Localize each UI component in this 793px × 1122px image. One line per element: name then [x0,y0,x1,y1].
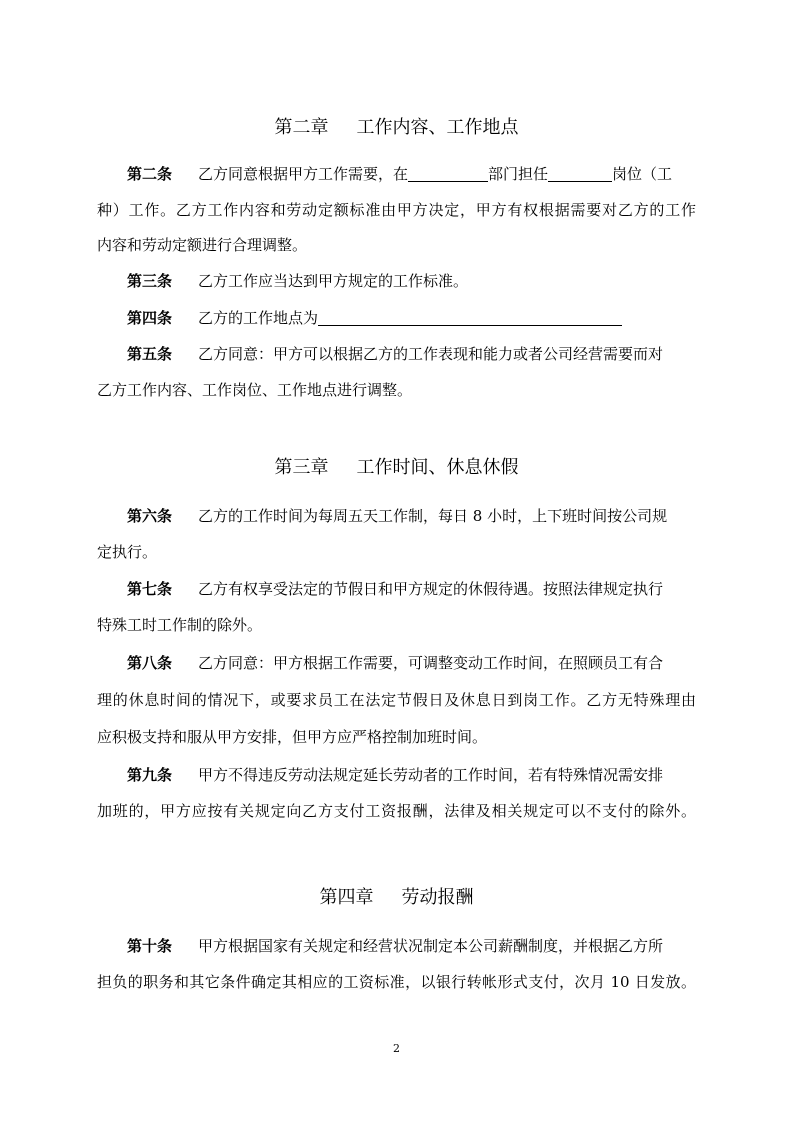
chapter-title: 劳动报酬 [401,887,474,908]
article-5-line-1: 第五条 乙方同意：甲方可以根据乙方的工作表现和能力或者公司经营需要而对 [127,345,664,363]
article-9-line-1: 第九条 甲方不得违反劳动法规定延长劳动者的工作时间，若有特殊情况需安排 [127,766,664,784]
chapter-number: 第四章 [319,887,374,908]
article-10-line-1: 第十条 甲方根据国家有关规定和经营状况制定本公司薪酬制度，并根据乙方所 [127,937,664,955]
article-label: 第九条 [127,766,173,784]
chapter-number: 第三章 [274,457,329,478]
article-5-line-2: 乙方工作内容、工作岗位、工作地点进行调整。 [97,381,413,399]
article-3-line-1: 第三条 乙方工作应当达到甲方规定的工作标准。 [127,272,469,290]
article-2-line-2: 种）工作。乙方工作内容和劳动定额标准由甲方决定，甲方有权根据需要对乙方的工作 [97,201,696,219]
article-4-line-1: 第四条 乙方的工作地点为 [127,307,622,329]
article-label: 第十条 [127,937,173,955]
chapter-3-heading [0,456,793,480]
position-blank[interactable] [548,165,612,182]
article-label: 第四条 [127,309,173,327]
article-2-line-1: 第二条 乙方同意根据甲方工作需要，在 部门担任 岗位（工 [127,165,673,183]
article-label: 第五条 [127,345,173,363]
article-label: 第三条 [127,272,173,290]
article-8-line-2: 理的休息时间的情况下，或要求员工在法定节假日及休息日到岗工作。乙方无特殊理由 [97,691,696,709]
article-9-line-2: 加班的，甲方应按有关规定向乙方支付工资报酬，法律及相关规定可以不支付的除外。 [97,802,696,820]
article-6-line-1: 第六条 乙方的工作时间为每周五天工作制，每日 8 小时，上下班时间按公司规 [127,507,668,525]
article-10-line-2: 担负的职务和其它条件确定其相应的工资标准，以银行转帐形式支付，次月 10 日发放。 [97,973,696,991]
article-8-line-3: 应积极支持和服从甲方安排，但甲方应严格控制加班时间。 [97,728,488,746]
article-label: 第二条 [127,165,173,183]
article-6-line-2: 定执行。 [97,543,158,561]
chapter-title: 工作内容、工作地点 [356,117,519,138]
article-8-line-1: 第八条 乙方同意：甲方根据工作需要，可调整变动工作时间，在照顾员工有合 [127,654,664,672]
department-blank[interactable] [408,165,488,182]
article-label: 第六条 [127,507,173,525]
article-label: 第八条 [127,654,173,672]
article-7-line-1: 第七条 乙方有权享受法定的节假日和甲方规定的休假待遇。按照法律规定执行 [127,580,664,598]
chapter-4-heading [0,886,793,910]
chapter-number: 第二章 [274,117,329,138]
page-number: 2 [393,1042,400,1055]
article-label: 第七条 [127,580,173,598]
article-2-line-3: 内容和劳动定额进行合理调整。 [97,236,308,254]
work-location-blank[interactable] [318,309,622,326]
chapter-title: 工作时间、休息休假 [356,457,519,478]
chapter-2-heading [0,116,793,140]
article-7-line-2: 特殊工时工作制的除外。 [97,616,263,634]
